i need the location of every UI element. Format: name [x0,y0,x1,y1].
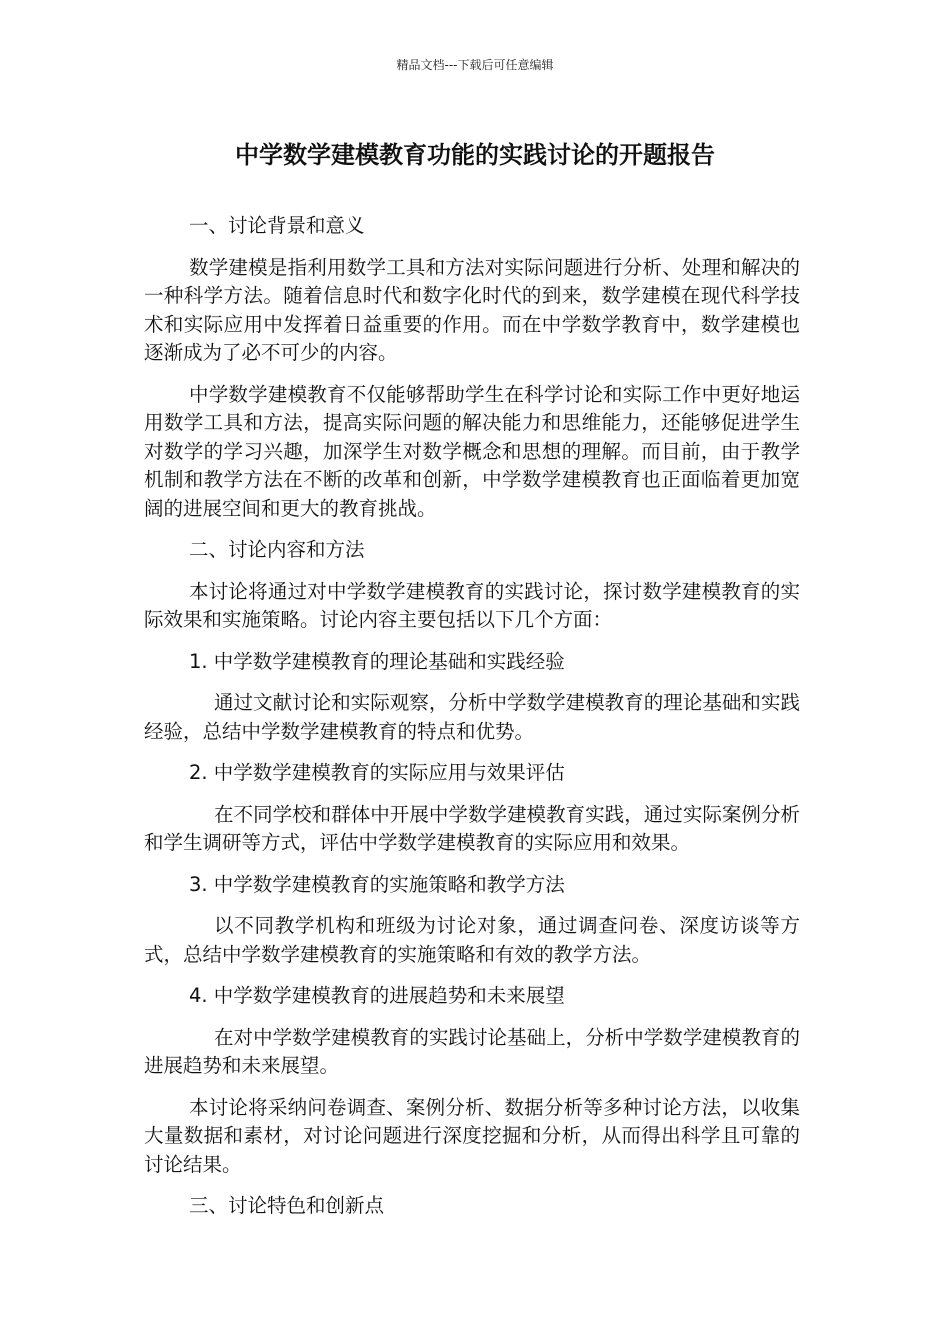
list-item-text-3: 以不同教学机构和班级为讨论对象，通过调查问卷、深度访谈等方式，总结中学数学建模教育的实施策略和有效的教学方法。 [144,914,800,966]
section-heading-2: 二、讨论内容和方法 [189,538,365,561]
section-heading-1: 一、讨论背景和意义 [189,214,365,237]
page-header: 精品文档---下载后可任意编辑 [396,58,554,72]
paragraph-methods: 本讨论将采纳问卷调查、案例分析、数据分析等多种讨论方法，以收集大量数据和素材，对讨论问题进行深度挖掘和分析，从而得出科学且可靠的讨论结果。 [144,1095,800,1176]
list-item-text-1: 通过文献讨论和实际观察，分析中学数学建模教育的理论基础和实践经验，总结中学数学建模教育的特点和优势。 [144,691,800,743]
document-title: 中学数学建模教育功能的实践讨论的开题报告 [235,141,715,169]
list-item-title-3: 3. 中学数学建模教育的实施策略和教学方法 [189,872,565,896]
list-item-text-2: 在不同学校和群体中开展中学数学建模教育实践，通过实际案例分析和学生调研等方式，评估中学数学建模教育的实际应用和效果。 [144,802,800,854]
paragraph-background-1: 数学建模是指利用数学工具和方法对实际问题进行分析、处理和解决的一种科学方法。随着信息时代和数字化时代的到来，数学建模在现代科学技术和实际应用中发挥着日益重要的作用。而在中学数学教育中，数学建模也逐渐成为了必不可少的内容。 [144,255,800,364]
list-item-title-2: 2. 中学数学建模教育的实际应用与效果评估 [189,761,565,784]
section-heading-3: 三、讨论特色和创新点 [189,1194,385,1217]
list-item-text-4: 在对中学数学建模教育的实践讨论基础上，分析中学数学建模教育的进展趋势和未来展望。 [144,1025,800,1077]
document-body [144,212,800,1221]
list-item-title-1: 1. 中学数学建模教育的理论基础和实践经验 [189,649,565,673]
paragraph-background-2: 中学数学建模教育不仅能够帮助学生在科学讨论和实际工作中更好地运用数学工具和方法，提高实际问题的解决能力和思维能力，还能够促进学生对数学的学习兴趣，加深学生对数学概念和思想的理解。而目前，由于教学机制和教学方法在不断的改革和创新，中学数学建模教育也正面临着更加宽阔的进展空间和更大的教育挑战。 [144,382,800,520]
paragraph-content-intro: 本讨论将通过对中学数学建模教育的实践讨论，探讨数学建模教育的实际效果和实施策略。讨论内容主要包括以下几个方面： [144,579,800,631]
list-item-title-4: 4. 中学数学建模教育的进展趋势和未来展望 [189,984,565,1007]
